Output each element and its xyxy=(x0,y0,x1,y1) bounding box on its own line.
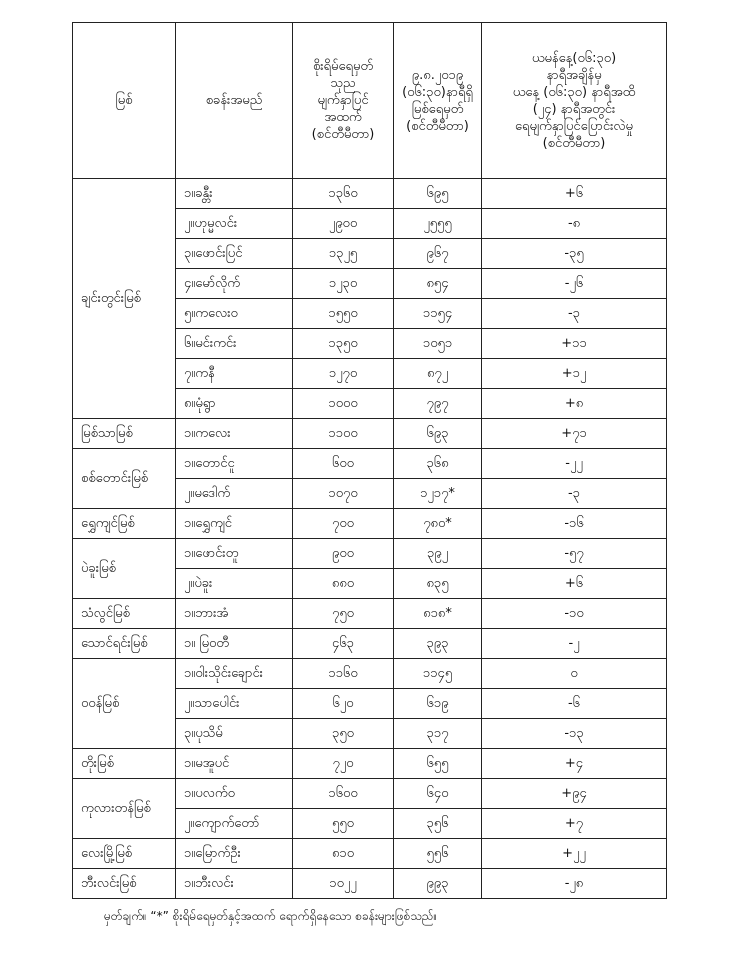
change-cell: +၉၄ xyxy=(482,779,667,809)
station-cell: ၂။ကျောက်တော် xyxy=(176,809,293,839)
river-cell: ရွှေကျင်မြစ် xyxy=(73,509,176,539)
table-row xyxy=(73,419,667,449)
header-line: မြစ်ရေမှတ် xyxy=(411,101,464,117)
danger-level-cell: ၁၂၃၀ xyxy=(293,269,394,299)
change-cell: +၂၂ xyxy=(482,839,667,869)
table-row xyxy=(73,449,667,479)
current-level-cell: ၈၁၈* xyxy=(394,599,482,629)
change-cell: -၆ xyxy=(482,689,667,719)
change-cell: +၄ xyxy=(482,749,667,779)
river-cell: လေးမြို့မြစ် xyxy=(73,839,176,869)
station-cell: ၆။မင်းကင်း xyxy=(176,329,293,359)
river-cell: မြစ်သာမြစ် xyxy=(73,419,176,449)
danger-level-cell: ၁၅၅၀ xyxy=(293,299,394,329)
river-cell: သောင်ရင်းမြစ် xyxy=(73,629,176,659)
station-cell: ၁။ဝါးသိုင်းချောင်း xyxy=(176,659,293,689)
header-line: ယမန်နေ့(၀၆:၃၀) xyxy=(531,50,617,66)
change-cell: ၀ xyxy=(482,659,667,689)
danger-level-cell: ၆၀၀ xyxy=(293,449,394,479)
table-row xyxy=(73,659,667,689)
table-row xyxy=(73,869,667,899)
current-level-cell: ၉၆၇ xyxy=(394,239,482,269)
station-cell: ၁။ဘီးလင်း xyxy=(176,869,293,899)
current-level-cell: ၃၉၃ xyxy=(394,629,482,659)
header-line: (စင်တီမီတာ) xyxy=(406,118,469,134)
danger-level-cell: ၈၁၀ xyxy=(293,839,394,869)
station-cell: ၁။ကလေး xyxy=(176,419,293,449)
current-level-cell: ၃၁၇ xyxy=(394,719,482,749)
table-body xyxy=(73,179,667,899)
current-level-cell: ၅၅၆ xyxy=(394,839,482,869)
header-station: စခန်းအမည် xyxy=(176,23,293,179)
current-level-cell: ၂၅၅၅ xyxy=(394,209,482,239)
station-cell: ၁။ခန္တီး xyxy=(176,179,293,209)
header-current-level xyxy=(394,23,482,179)
header-river: မြစ် xyxy=(73,23,176,179)
flood-level-sheet xyxy=(72,22,667,899)
current-level-cell: ၁၂၁၇* xyxy=(394,479,482,509)
danger-level-cell: ၇၀၀ xyxy=(293,509,394,539)
river-cell: ဝဝန်မြစ် xyxy=(73,659,176,749)
current-level-cell: ၆၉၅ xyxy=(394,179,482,209)
table-row xyxy=(73,509,667,539)
danger-level-cell: ၄၆၃ xyxy=(293,629,394,659)
table-row xyxy=(73,539,667,569)
current-level-cell: ၁၁၅၄ xyxy=(394,299,482,329)
danger-level-cell: ၁၀၀၀ xyxy=(293,389,394,419)
river-cell: သံလွင်မြစ် xyxy=(73,599,176,629)
change-cell: -၃ xyxy=(482,479,667,509)
footnote: မှတ်ချက်။ “*” စိုးရိမ်ရေမှတ်နှင့်အထက် ရောက်ရှိနေသော စခန်းများဖြစ်သည်။ xyxy=(104,909,438,923)
station-cell: ၁။ရွှေကျင် xyxy=(176,509,293,539)
change-cell: -၂၈ xyxy=(482,869,667,899)
danger-level-cell: ၇၂၀ xyxy=(293,749,394,779)
danger-level-cell: ၁၂၇၀ xyxy=(293,359,394,389)
river-cell: ကုလားတန်မြစ် xyxy=(73,779,176,839)
header-line: (၂၄) နာရီအတွင်း xyxy=(532,101,616,117)
station-cell: ၁။ဖောင်းတူ xyxy=(176,539,293,569)
current-level-cell: ၃၉၂ xyxy=(394,539,482,569)
river-cell: တိုးမြစ် xyxy=(73,749,176,779)
table-row xyxy=(73,779,667,809)
change-cell: +၇၁ xyxy=(482,419,667,449)
change-cell: -၃၅ xyxy=(482,239,667,269)
header-danger-level xyxy=(293,23,394,179)
danger-level-cell: ၅၅၀ xyxy=(293,809,394,839)
river-cell: ဘီးလင်းမြစ် xyxy=(73,869,176,899)
table-row xyxy=(73,629,667,659)
danger-level-cell: ၉၀၀ xyxy=(293,539,394,569)
header-line: သုည xyxy=(330,76,356,91)
station-cell: ၄။မော်လိုက် xyxy=(176,269,293,299)
water-level-table xyxy=(72,22,667,899)
header-line: (၀၆:၃၀)နာရီရှိ xyxy=(402,84,473,100)
table-row xyxy=(73,839,667,869)
header-24h-change xyxy=(482,23,667,179)
current-level-cell: ၆၅၅ xyxy=(394,749,482,779)
current-level-cell: ၈၅၄ xyxy=(394,269,482,299)
header-line: (စင်တီမီတာ) xyxy=(311,127,375,142)
current-level-cell: ၁၁၄၅ xyxy=(394,659,482,689)
current-level-cell: ၆၁၉ xyxy=(394,689,482,719)
danger-level-cell: ၁၃၅၀ xyxy=(293,329,394,359)
header-line: ယနေ့ (၀၆:၃၀) နာရီအထိ xyxy=(512,84,636,100)
table-row xyxy=(73,179,667,209)
station-cell: ၂။ဟုမ္မလင်း xyxy=(176,209,293,239)
header-row xyxy=(73,23,667,179)
danger-level-cell: ၈၈၀ xyxy=(293,569,394,599)
header-line: အထက် xyxy=(324,110,362,125)
station-cell: ၂။သာပေါင်း xyxy=(176,689,293,719)
change-cell: +၇ xyxy=(482,809,667,839)
current-level-cell: ၃၆၈ xyxy=(394,449,482,479)
change-cell: -၁၃ xyxy=(482,719,667,749)
danger-level-cell: ၇၅၀ xyxy=(293,599,394,629)
change-cell: +၆ xyxy=(482,569,667,599)
change-cell: -၁၆ xyxy=(482,509,667,539)
station-cell: ၃။ပုသိမ် xyxy=(176,719,293,749)
station-cell: ၈။မုံရွာ xyxy=(176,389,293,419)
current-level-cell: ၇၉၇ xyxy=(394,389,482,419)
change-cell: -၂ xyxy=(482,629,667,659)
station-cell: ၇။ကနီ xyxy=(176,359,293,389)
river-cell: ချင်းတွင်းမြစ် xyxy=(73,179,176,419)
station-cell: ၃။ဖောင်းပြင် xyxy=(176,239,293,269)
station-cell: ၁။တောင်ငူ xyxy=(176,449,293,479)
station-cell: ၁။ပလက်ဝ xyxy=(176,779,293,809)
danger-level-cell: ၂၉၀၀ xyxy=(293,209,394,239)
river-cell: ပဲခူးမြစ် xyxy=(73,539,176,599)
change-cell: +၁၂ xyxy=(482,359,667,389)
header-line: စိုးရိမ်ရေမှတ် xyxy=(312,59,374,74)
station-cell: ၂။ပဲခူး xyxy=(176,569,293,599)
current-level-cell: ၇၈၀* xyxy=(394,509,482,539)
change-cell: +၁၁ xyxy=(482,329,667,359)
danger-level-cell: ၁၁၆၀ xyxy=(293,659,394,689)
danger-level-cell: ၁၀၇၀ xyxy=(293,479,394,509)
station-cell: ၂။မဒေါက် xyxy=(176,479,293,509)
change-cell: -၅၇ xyxy=(482,539,667,569)
station-cell: ၁။ဘားအံ xyxy=(176,599,293,629)
current-level-cell: ၃၅၆ xyxy=(394,809,482,839)
current-level-cell: ၁၀၅၁ xyxy=(394,329,482,359)
current-level-cell: ၈၇၂ xyxy=(394,359,482,389)
station-cell: ၁။မအူပင် xyxy=(176,749,293,779)
change-cell: +၆ xyxy=(482,179,667,209)
header-line: (စင်တီမီတာ) xyxy=(542,135,606,151)
header-line: မျက်နှာပြင် xyxy=(317,93,369,108)
header-line: ရေမျက်နှာပြင်ပြောင်းလဲမှု xyxy=(515,118,633,134)
station-cell: ၁။မြောက်ဦး xyxy=(176,839,293,869)
current-level-cell: ၆၉၃ xyxy=(394,419,482,449)
change-cell: -၈ xyxy=(482,209,667,239)
current-level-cell: ၉၉၃ xyxy=(394,869,482,899)
river-cell: စစ်တောင်းမြစ် xyxy=(73,449,176,509)
current-level-cell: ၆၄၀ xyxy=(394,779,482,809)
danger-level-cell: ၁၆၀၀ xyxy=(293,779,394,809)
station-cell: ၁။ မြဝတီ xyxy=(176,629,293,659)
station-cell: ၅။ကလေးဝ xyxy=(176,299,293,329)
header-line: နာရီအချိန်မှ xyxy=(546,67,602,83)
change-cell: +၈ xyxy=(482,389,667,419)
change-cell: -၁၀ xyxy=(482,599,667,629)
table-row xyxy=(73,599,667,629)
change-cell: -၂၆ xyxy=(482,269,667,299)
danger-level-cell: ၁၃၆၀ xyxy=(293,179,394,209)
table-row xyxy=(73,749,667,779)
header-line: ၉.၈.၂၀၁၉ xyxy=(411,67,464,83)
danger-level-cell: ၆၂၀ xyxy=(293,689,394,719)
danger-level-cell: ၁၃၂၅ xyxy=(293,239,394,269)
danger-level-cell: ၃၅၀ xyxy=(293,719,394,749)
change-cell: -၂၂ xyxy=(482,449,667,479)
danger-level-cell: ၁၀၂၂ xyxy=(293,869,394,899)
current-level-cell: ၈၃၅ xyxy=(394,569,482,599)
change-cell: -၃ xyxy=(482,299,667,329)
danger-level-cell: ၁၁၀၀ xyxy=(293,419,394,449)
